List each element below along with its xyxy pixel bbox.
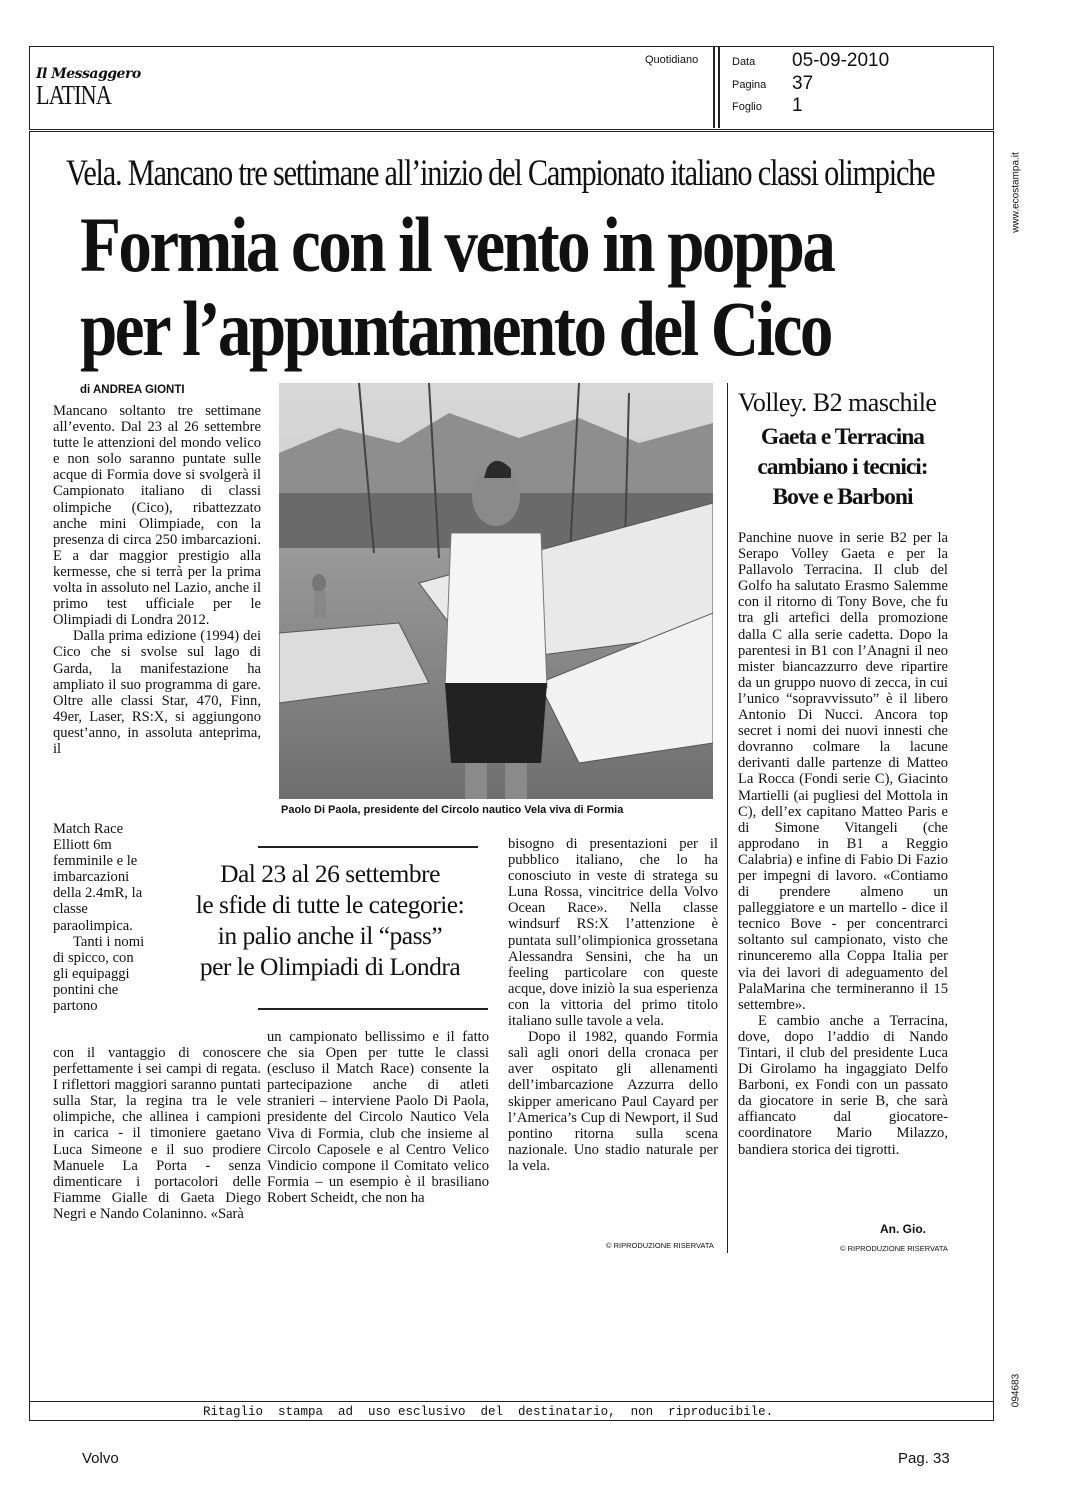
page-value: 37 <box>792 73 814 94</box>
sidebar-copyright: © RIPRODUZIONE RISERVATA <box>840 1244 948 1253</box>
pull-quote-line: Dal 23 al 26 settembre <box>220 859 440 888</box>
paragraph: Tanti i nomi di spicco, con gli equipaggi pontini che partono <box>53 933 145 1015</box>
masthead-city: LATINA <box>36 80 112 110</box>
pull-quote-rule-top <box>258 846 478 848</box>
headline-line-1: Formia con il vento in poppa <box>80 201 834 288</box>
margin-site: www.ecostampa.it <box>1010 152 1022 233</box>
article-copyright: © RIPRODUZIONE RISERVATA <box>606 1241 714 1250</box>
photo-image <box>279 383 713 799</box>
footer-keyword: Volvo <box>82 1450 119 1467</box>
pull-quote-line: per le Olimpiadi di Londra <box>199 952 461 981</box>
article-kicker: Vela. Mancano tre settimane all’inizio del Campionato italiano classi olimpiche <box>66 153 935 194</box>
paragraph: Match Race Elliott 6m femminile e le imbarcazioni della 2.4mR, la classe paraolimpica. <box>53 821 143 934</box>
header-divider-2 <box>718 47 720 128</box>
sidebar-headline-line: Gaeta e Terracina <box>760 424 925 450</box>
paragraph: Dalla prima edizione (1994) dei Cico che si svolse sul lago di Garda, la manifestazione ha ampliato il suo programma di gare. Oltre alle classi Star, 470, Finn, 49er, Laser, RS:X, si aggiungono quest’anno, in assoluta anteprima, il <box>53 628 261 757</box>
sidebar-divider <box>727 383 728 1253</box>
article-column-2 <box>267 1029 489 1206</box>
date-label: Data <box>732 56 756 68</box>
footer-notice: Ritaglio stampa ad uso esclusivo del destinatario, non riproducibile. <box>203 1405 774 1419</box>
sidebar-headline-line: Bove e Barboni <box>772 484 913 510</box>
sidebar-signature: An. Gio. <box>880 1222 926 1236</box>
footer-page-number: Pag. 33 <box>898 1450 950 1467</box>
headline-line-2: per l’appuntamento del Cico <box>80 285 831 372</box>
pull-quote-line: in palio anche il “pass” <box>217 921 443 950</box>
paragraph: Dopo il 1982, quando Formia salì agli onori della cronaca per aver ospitato gli allenamenti dell’imbarcazione Azzurra dello skipper americano Paul Cayard per l’America’s Cup di Newport, il Sud pontino ritorna sulla scena nazionale. Uno stadio naturale per la vela. <box>508 1029 718 1174</box>
article-column-3 <box>508 836 718 1174</box>
footer-line <box>29 1401 993 1402</box>
sheet-label: Foglio <box>732 101 762 113</box>
pull-quote-line: le sfide di tutte le categorie: <box>195 890 465 919</box>
sidebar-headline-line: cambiano i tecnici: <box>757 454 928 480</box>
date-value: 05-09-2010 <box>792 50 890 71</box>
pull-quote-rule-bottom <box>258 1008 488 1010</box>
article-photo <box>279 383 713 799</box>
sidebar-kicker: Volley. B2 maschile <box>738 388 937 417</box>
article-column-1-narrow <box>53 821 149 1014</box>
pull-quote <box>160 858 500 982</box>
paragraph: Panchine nuove in serie B2 per la Serapo Volley Gaeta e per la Pallavolo Terracina. Il club del Golfo ha salutato Erasmo Salemme con il ritorno di Tony Bove, che fu tra gli artefici della promozione dalla C alla serie cadetta. Dopo la parentesi in B1 con l’Anagni il neo mister biancazzurro deve ripartire da un gruppo nuovo di zecca, in cui l’unico “sopravvissuto” è il libero Antonio Di Nucci. Ancora top secret i nomi dei nuovi innesti che dovranno colmare la lacune derivanti dalle partenze di Matteo La Rocca (Fondi serie C), Giacinto Martielli (ai pugliesi del Mottola in C), dell’ex capitano Matteo Paris e di Simone Vitangeli (che approdano in B1 a Reggio Calabria) e infine di Fabio Di Fazio per impegni di lavoro. «Contiamo di prendere almeno un palleggiatore e un martello - dice il tecnico Bove - per concentrarci soltanto sul campionato, visto che rinunceremo alla Coppa Italia per via dei lavori di adeguamento del PalaMarina che termineranno il 15 settembre». <box>738 530 948 1013</box>
sheet-value: 1 <box>792 95 803 116</box>
header-divider-1 <box>713 47 715 128</box>
page-label: Pagina <box>732 79 767 91</box>
margin-code: 094683 <box>1010 1373 1022 1408</box>
paragraph: Mancano soltanto tre settimane all’evento. Dal 23 al 26 settembre tutte le attenzioni del mondo velico e non solo saranno puntate sulle acque di Formia dove si svolgerà il Campionato italiano di classi olimpiche (Cico), ribattezzato anche mini Olimpiade, con la presenza di circa 250 imbarcazioni. E a dar maggior prestigio alla kermesse, che si terrà per la prima volta in assoluto nel Lazio, anche il primo test ufficiale per le Olimpiadi di Londra 2012. <box>53 403 261 629</box>
paragraph: E cambio anche a Terracina, dove, dopo l’addio di Nando Tintari, il club del presidente Luca Di Girolamo ha ingaggiato Delfo Barboni, ex Fondi con un passato da giocatore in serie B, che sarà affiancato dal giocatore-coordinatore Mario Milazzo, bandiera storica dei tigrotti. <box>738 1012 948 1158</box>
paragraph: un campionato bellissimo e il fatto che sia Open per tutte le classi (escluso il Match Race) consente la partecipazione anche di atleti stranieri – interviene Paolo Di Paola, presidente del Circolo Nautico Vela Viva di Formia, club che insieme al Circolo Caposele e al Centro Velico Vindicio compone il Comitato velico Formia – un esempio è il brasiliano Robert Scheidt, che non ha <box>267 1029 489 1206</box>
publication-type: Quotidiano <box>645 54 699 66</box>
byline: di ANDREA GIONTI <box>80 384 185 396</box>
photo-caption: Paolo Di Paola, presidente del Circolo nautico Vela viva di Formia <box>281 804 624 816</box>
paragraph: con il vantaggio di conoscere perfettamente i sei campi di regata. I riflettori maggiori saranno puntati sulla Star, la regina tra le vele olimpiche, che allinea i campioni in carica - il timoniere gaetano Luca Simeone e il suo prodiere Manuele La Porta - senza dimenticare i portacolori delle Fiamme Gialle di Gaeta Diego Negri e Nando Colaninno. «Sarà <box>53 1045 261 1222</box>
article-column-1 <box>53 403 261 757</box>
paragraph: bisogno di presentazioni per il pubblico italiano, che lo ha conosciuto in veste di stratega su Luna Rossa, vincitrice della Volvo Ocean Race». Nella classe windsurf RS:X l’attenzione è puntata sull’olimpionica grossetana Alessandra Sensini, che ha un feeling particolare con queste acque, dove iniziò la sua esperienza con la vittoria del primo titolo italiano sulle tavole a vela. <box>508 836 718 1030</box>
article-column-1-lower <box>53 1045 261 1222</box>
sidebar-headline <box>730 422 955 512</box>
sidebar-column <box>738 530 948 1158</box>
masthead-logo: Il Messaggero <box>36 66 141 82</box>
